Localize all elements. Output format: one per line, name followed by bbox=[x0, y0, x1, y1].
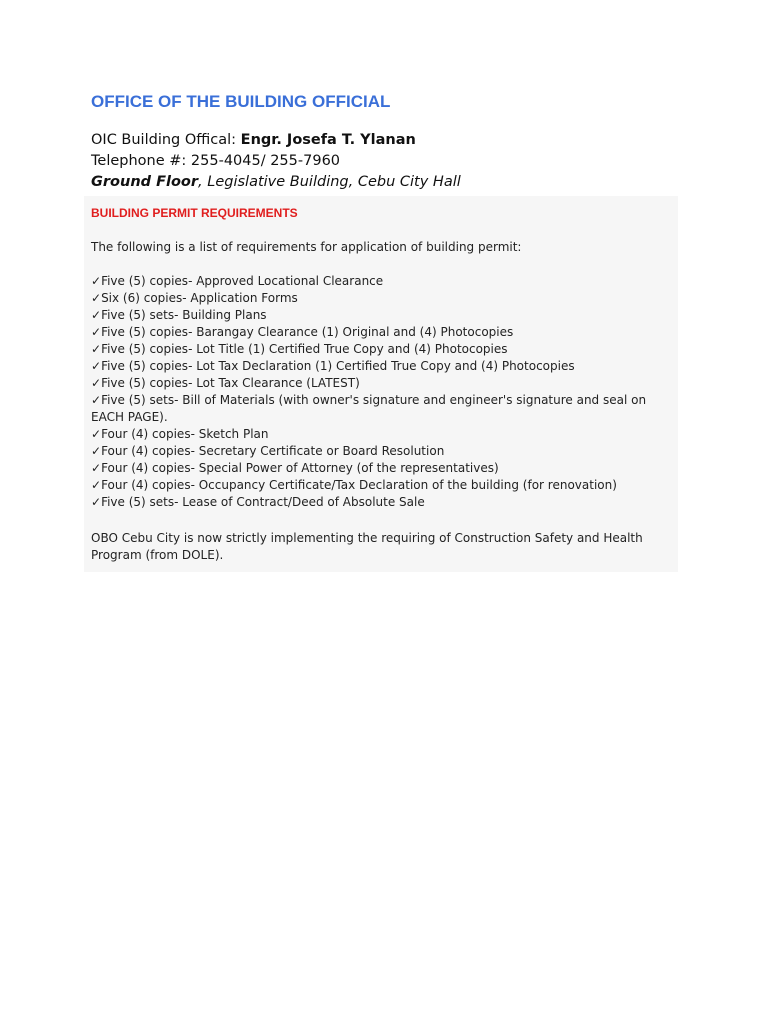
requirement-text: Five (5) copies- Lot Title (1) Certified True Copy and (4) Photocopies bbox=[101, 342, 508, 356]
checkmark-icon: ✓ bbox=[91, 461, 102, 475]
checkmark-icon: ✓ bbox=[91, 444, 102, 458]
requirement-text: Four (4) copies- Secretary Certificate or Board Resolution bbox=[101, 444, 445, 458]
location-separator: , bbox=[348, 174, 358, 190]
list-item bbox=[91, 392, 681, 426]
list-item bbox=[91, 307, 681, 324]
list-item bbox=[91, 460, 681, 477]
checkmark-icon: ✓ bbox=[91, 359, 102, 373]
checkmark-icon: ✓ bbox=[91, 342, 102, 356]
footer-note: OBO Cebu City is now strictly implementing the requiring of Construction Safety and Health Program (from DOLE). bbox=[91, 531, 643, 562]
list-item bbox=[91, 324, 681, 341]
list-item bbox=[91, 426, 681, 443]
requirements-list bbox=[91, 273, 681, 511]
requirement-text: Five (5) copies- Barangay Clearance (1) Original and (4) Photocopies bbox=[101, 325, 514, 339]
list-item bbox=[91, 290, 681, 307]
location-building: Legislative Building bbox=[207, 174, 349, 190]
requirement-text: Five (5) sets- Building Plans bbox=[101, 308, 267, 322]
list-item bbox=[91, 443, 681, 460]
requirement-text: Four (4) copies- Occupancy Certificate/Tax Declaration of the building (for renovation) bbox=[101, 478, 617, 492]
checkmark-icon: ✓ bbox=[91, 495, 102, 509]
page-title: OFFICE OF THE BUILDING OFFICIAL bbox=[91, 92, 391, 111]
location-line bbox=[91, 172, 461, 193]
requirement-text: Five (5) sets- Bill of Materials (with owner's signature and engineer's signature and seal on EACH PAGE). bbox=[91, 393, 647, 424]
location-floor: Ground Floor bbox=[91, 174, 199, 190]
requirement-text: Five (5) copies- Lot Tax Declaration (1) Certified True Copy and (4) Photocopies bbox=[101, 359, 575, 373]
location-city: Cebu City Hall bbox=[357, 174, 461, 190]
requirement-text: Four (4) copies- Special Power of Attorney (of the representatives) bbox=[101, 461, 499, 475]
requirement-text: Five (5) copies- Lot Tax Clearance (LATEST) bbox=[101, 376, 360, 390]
intro-text: The following is a list of requirements for application of building permit: bbox=[91, 240, 522, 254]
section-heading: BUILDING PERMIT REQUIREMENTS bbox=[91, 206, 298, 220]
list-item bbox=[91, 477, 681, 494]
checkmark-icon: ✓ bbox=[91, 393, 102, 407]
location-separator: , bbox=[198, 174, 208, 190]
official-line bbox=[91, 130, 461, 151]
list-item bbox=[91, 494, 681, 511]
checkmark-icon: ✓ bbox=[91, 291, 102, 305]
checkmark-icon: ✓ bbox=[91, 325, 102, 339]
checkmark-icon: ✓ bbox=[91, 478, 102, 492]
contact-block bbox=[91, 130, 461, 193]
checkmark-icon: ✓ bbox=[91, 427, 102, 441]
checkmark-icon: ✓ bbox=[91, 376, 102, 390]
requirement-text: Five (5) sets- Lease of Contract/Deed of Absolute Sale bbox=[101, 495, 425, 509]
requirement-text: Six (6) copies- Application Forms bbox=[101, 291, 298, 305]
telephone-line bbox=[91, 151, 461, 172]
requirement-text: Four (4) copies- Sketch Plan bbox=[101, 427, 269, 441]
telephone-label: Telephone #: bbox=[91, 153, 191, 169]
requirement-text: Five (5) copies- Approved Locational Clearance bbox=[101, 274, 384, 288]
telephone-numbers: 255-4045/ 255-7960 bbox=[190, 153, 341, 169]
official-name: Engr. Josefa T. Ylanan bbox=[240, 132, 416, 148]
list-item bbox=[91, 273, 681, 290]
official-label: OIC Building Offical: bbox=[91, 132, 241, 148]
list-item bbox=[91, 358, 681, 375]
list-item bbox=[91, 375, 681, 392]
list-item bbox=[91, 341, 681, 358]
checkmark-icon: ✓ bbox=[91, 274, 102, 288]
checkmark-icon: ✓ bbox=[91, 308, 102, 322]
